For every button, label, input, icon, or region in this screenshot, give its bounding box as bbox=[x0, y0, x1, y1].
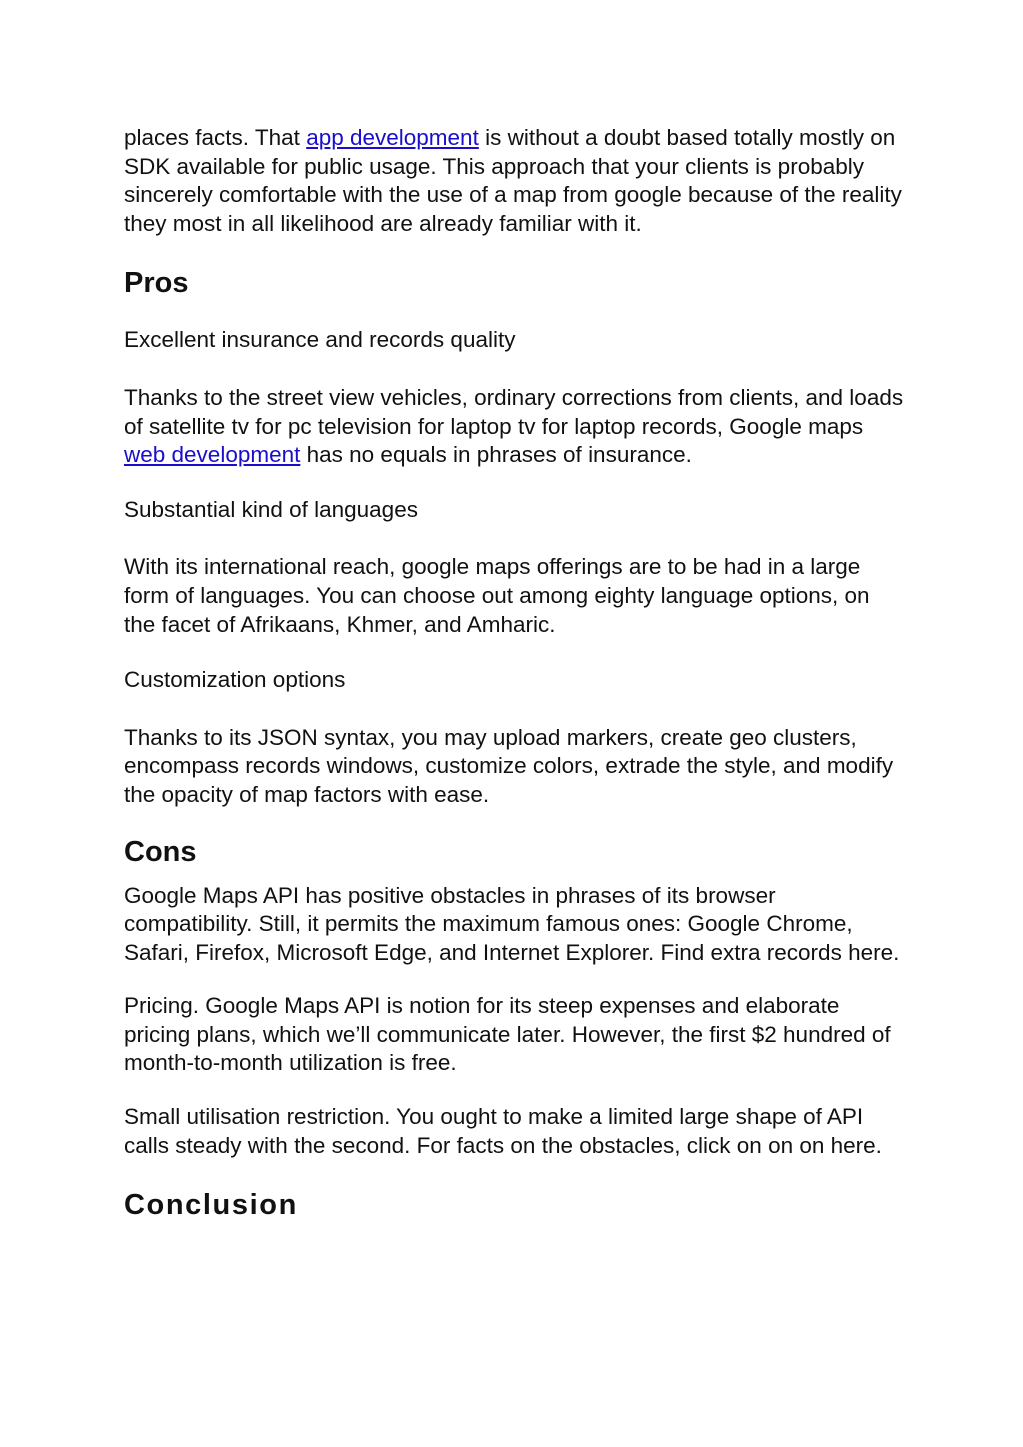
intro-paragraph bbox=[124, 124, 904, 238]
cons-paragraph-usage-limit: Small utilisation restriction. You ought to make a limited large shape of API calls steady with the second. For facts on the obstacles, click on on on here. bbox=[124, 1104, 882, 1158]
pros-item-title-customization: Customization options bbox=[124, 667, 346, 693]
document-page bbox=[124, 124, 904, 1222]
pros-item-title-coverage: Excellent insurance and records quality bbox=[124, 327, 516, 353]
pros-heading: Pros bbox=[124, 267, 189, 300]
pros-item-body-coverage bbox=[124, 384, 904, 470]
cons-paragraph-compatibility: Google Maps API has positive obstacles in phrases of its browser compatibility. Still, it permits the maximum famous ones: Google Chrome, Safari, Firefox, Microsoft Edge, and Internet Explorer. Find extra records here. bbox=[124, 882, 900, 965]
pros-item-body-languages: With its international reach, google maps offerings are to be had in a large form of languages. You can choose out among eighty language options, on the facet of Afrikaans, Khmer, and Amharic. bbox=[124, 554, 870, 637]
intro-text-after: is without a doubt based totally mostly on SDK available for public usage. This approach that your clients is probably sincerely comfortable with the use of a map from google because of the reality they most in all likelihood are already familiar with it. bbox=[124, 125, 902, 236]
intro-text-before: places facts. That bbox=[124, 125, 307, 150]
cons-heading: Cons bbox=[124, 835, 197, 868]
pros-coverage-text-before: Thanks to the street view vehicles, ordinary corrections from clients, and loads of satellite tv for pc television for laptop tv for laptop records, Google maps bbox=[124, 384, 904, 439]
cons-paragraph-pricing: Pricing. Google Maps API is notion for its steep expenses and elaborate pricing plans, which we’ll communicate later. However, the first $2 hundred of month-to-month utilization is free. bbox=[124, 993, 891, 1076]
pros-item-title-languages: Substantial kind of languages bbox=[124, 496, 418, 522]
pros-coverage-text-after: has no equals in phrases of insurance. bbox=[300, 442, 692, 468]
web-development-link[interactable]: web development bbox=[124, 442, 301, 468]
conclusion-heading: Conclusion bbox=[124, 1189, 298, 1222]
pros-item-body-customization: Thanks to its JSON syntax, you may upload markers, create geo clusters, encompass records windows, customize colors, extrade the style, and modify the opacity of map factors with ease. bbox=[124, 724, 894, 807]
app-development-link[interactable]: app development bbox=[306, 125, 479, 150]
